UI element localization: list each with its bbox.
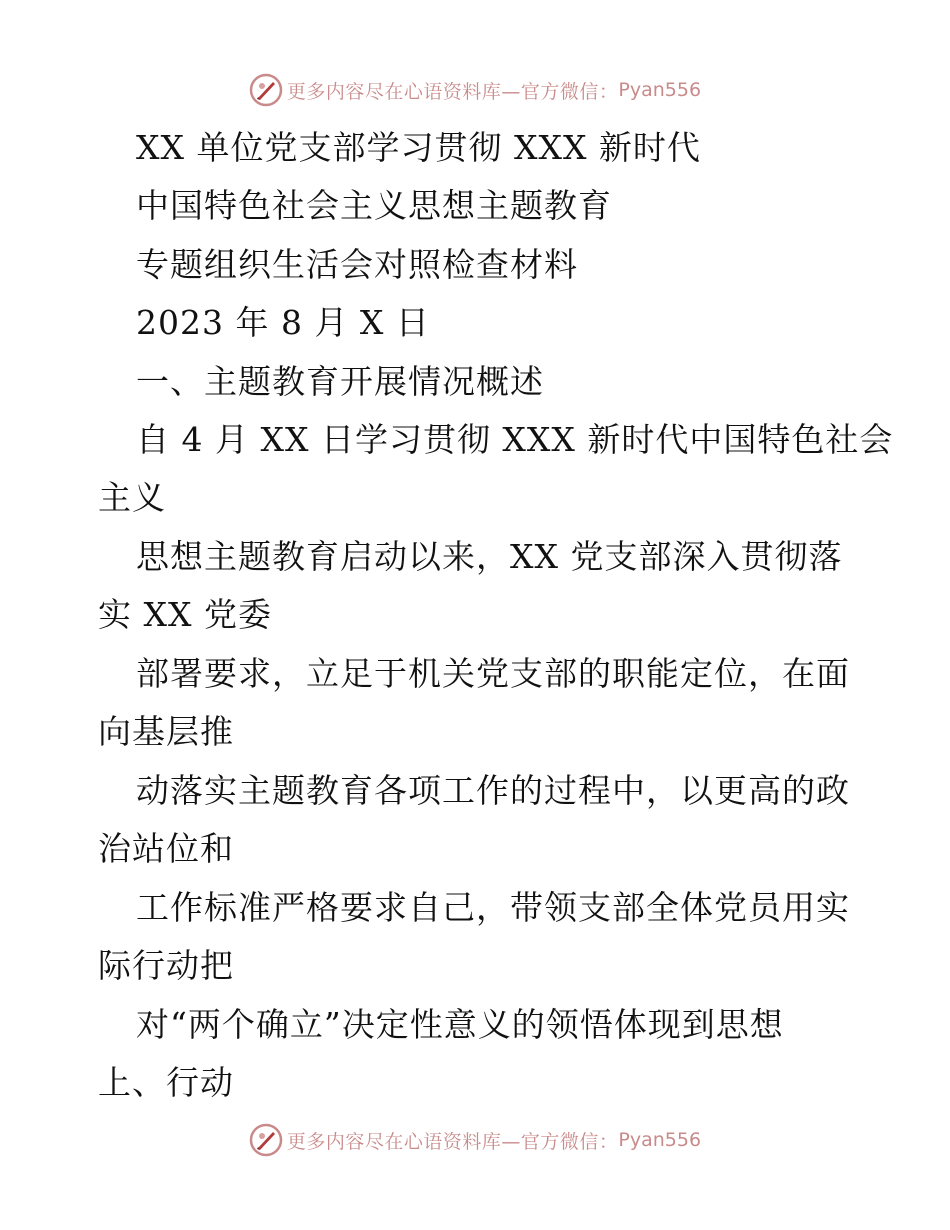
header-watermark (0, 70, 950, 110)
watermark-text: 更多内容尽在心语资料库—官方微信： (286, 80, 619, 103)
title-line-3: 专题组织生活会对照检查材料 (136, 245, 578, 284)
paragraph-line: 上、行动 (98, 1063, 234, 1102)
paragraph-line: 动落实主题教育各项工作的过程中，以更高的政 (136, 771, 850, 810)
section-heading: 一、主题教育开展情况概述 (136, 362, 544, 401)
watermark-text: 更多内容尽在心语资料库—官方微信： (286, 1130, 619, 1153)
document-date: 2023 年 8 月 X 日 (136, 303, 430, 342)
title-line-2: 中国特色社会主义思想主题教育 (136, 186, 612, 225)
paragraph-line: 主义 (98, 478, 166, 517)
title-line-1: XX 单位党支部学习贯彻 XXX 新时代 (136, 128, 701, 167)
watermark-contact: Pyan556 (618, 1129, 702, 1151)
paragraph-line: 际行动把 (98, 946, 234, 985)
quill-seal-icon (249, 73, 283, 107)
paragraph-line: 治站位和 (98, 829, 234, 868)
paragraph-line: 实 XX 党委 (98, 595, 272, 634)
paragraph-line: 自 4 月 XX 日学习贯彻 XXX 新时代中国特色社会 (136, 420, 894, 459)
quill-seal-icon (249, 1123, 283, 1157)
watermark-contact: Pyan556 (618, 79, 702, 101)
paragraph-line: 思想主题教育启动以来，XX 党支部深入贯彻落 (136, 537, 843, 576)
footer-watermark (0, 1120, 950, 1160)
paragraph-line: 工作标准严格要求自己，带领支部全体党员用实 (136, 888, 850, 927)
paragraph-line: 对“两个确立”决定性意义的领悟体现到思想 (136, 1005, 784, 1044)
paragraph-line: 部署要求，立足于机关党支部的职能定位，在面 (136, 654, 850, 693)
paragraph-line: 向基层推 (98, 712, 234, 751)
